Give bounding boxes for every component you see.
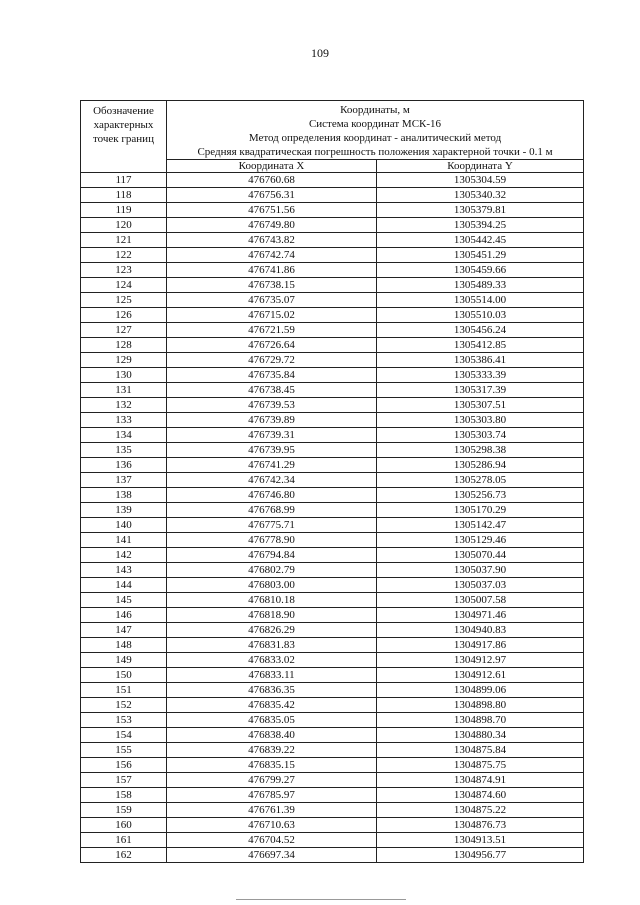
table-row — [81, 608, 584, 623]
table-row — [81, 788, 584, 803]
coordinate-y-cell: 1304875.22 — [377, 803, 584, 818]
coordinate-x-cell: 476710.63 — [167, 818, 377, 833]
coordinate-y-cell: 1304899.06 — [377, 683, 584, 698]
point-number-cell: 117 — [81, 173, 167, 188]
table-row — [81, 638, 584, 653]
coordinate-y-cell: 1305340.32 — [377, 188, 584, 203]
point-number-cell: 160 — [81, 818, 167, 833]
coordinate-x-cell: 476833.11 — [167, 668, 377, 683]
coordinate-y-cell: 1305304.59 — [377, 173, 584, 188]
table-row — [81, 743, 584, 758]
coordinate-x-cell: 476742.74 — [167, 248, 377, 263]
point-number-cell: 131 — [81, 383, 167, 398]
coordinate-y-cell: 1304898.80 — [377, 698, 584, 713]
point-number-cell: 128 — [81, 338, 167, 353]
coordinate-x-cell: 476778.90 — [167, 533, 377, 548]
coordinate-y-cell: 1305456.24 — [377, 323, 584, 338]
coordinate-x-cell: 476835.15 — [167, 758, 377, 773]
point-number-cell: 134 — [81, 428, 167, 443]
table-row — [81, 323, 584, 338]
table-row — [81, 278, 584, 293]
point-number-cell: 129 — [81, 353, 167, 368]
coordinates-table — [80, 100, 584, 863]
coordinate-x-cell: 476785.97 — [167, 788, 377, 803]
coordinate-x-cell: 476704.52 — [167, 833, 377, 848]
table-row — [81, 173, 584, 188]
table-body — [81, 173, 584, 863]
coordinate-y-cell: 1305303.80 — [377, 413, 584, 428]
coordinate-x-cell: 476742.34 — [167, 473, 377, 488]
coordinate-y-cell: 1304874.60 — [377, 788, 584, 803]
table-row — [81, 578, 584, 593]
coordinate-y-cell: 1304912.97 — [377, 653, 584, 668]
point-number-cell: 126 — [81, 308, 167, 323]
table-row — [81, 848, 584, 863]
point-number-cell: 145 — [81, 593, 167, 608]
point-number-cell: 135 — [81, 443, 167, 458]
point-number-cell: 146 — [81, 608, 167, 623]
coordinate-y-cell: 1305307.51 — [377, 398, 584, 413]
coordinate-system: Система координат МСК-16 — [308, 118, 442, 130]
coordinate-y-cell: 1305298.38 — [377, 443, 584, 458]
coordinate-y-cell: 1304917.86 — [377, 638, 584, 653]
coordinate-x-cell: 476768.99 — [167, 503, 377, 518]
coordinate-x-cell: 476739.53 — [167, 398, 377, 413]
coordinate-y-cell: 1305037.90 — [377, 563, 584, 578]
point-number-cell: 147 — [81, 623, 167, 638]
coordinate-x-cell: 476741.86 — [167, 263, 377, 278]
point-number-cell: 161 — [81, 833, 167, 848]
coordinate-x-cell: 476738.15 — [167, 278, 377, 293]
point-number-cell: 156 — [81, 758, 167, 773]
coordinate-y-cell: 1305037.03 — [377, 578, 584, 593]
table-row — [81, 308, 584, 323]
point-number-cell: 124 — [81, 278, 167, 293]
coordinate-x-cell: 476735.07 — [167, 293, 377, 308]
point-number-cell: 157 — [81, 773, 167, 788]
coordinate-y-cell: 1304913.51 — [377, 833, 584, 848]
point-header-line-2: характерных — [93, 119, 154, 131]
coordinate-y-cell: 1305451.29 — [377, 248, 584, 263]
coordinate-x-cell: 476833.02 — [167, 653, 377, 668]
coordinate-x-cell: 476738.45 — [167, 383, 377, 398]
coordinate-y-cell: 1305386.41 — [377, 353, 584, 368]
coordinate-x-cell: 476739.95 — [167, 443, 377, 458]
point-number-cell: 132 — [81, 398, 167, 413]
coordinate-x-cell: 476756.31 — [167, 188, 377, 203]
point-number-cell: 143 — [81, 563, 167, 578]
coordinate-x-cell: 476739.31 — [167, 428, 377, 443]
point-number-cell: 140 — [81, 518, 167, 533]
table-row — [81, 773, 584, 788]
point-header-line-3: точек границ — [93, 133, 154, 145]
table-row — [81, 818, 584, 833]
coordinate-x-cell: 476803.00 — [167, 578, 377, 593]
coordinate-x-cell: 476749.80 — [167, 218, 377, 233]
coordinate-x-cell: 476831.83 — [167, 638, 377, 653]
coordinate-method: Метод определения координат - аналитический метод — [248, 132, 502, 144]
coordinate-x-cell: 476839.22 — [167, 743, 377, 758]
table-row — [81, 593, 584, 608]
table-row — [81, 188, 584, 203]
point-number-cell: 138 — [81, 488, 167, 503]
table-row — [81, 293, 584, 308]
coordinate-x-cell: 476715.02 — [167, 308, 377, 323]
point-number-cell: 148 — [81, 638, 167, 653]
coordinate-y-cell: 1305333.39 — [377, 368, 584, 383]
coordinate-y-cell: 1305129.46 — [377, 533, 584, 548]
coordinate-x-cell: 476751.56 — [167, 203, 377, 218]
table-row — [81, 803, 584, 818]
coordinate-x-cell: 476835.42 — [167, 698, 377, 713]
point-number-cell: 125 — [81, 293, 167, 308]
point-designation-header — [81, 101, 167, 173]
point-number-cell: 123 — [81, 263, 167, 278]
coordinate-x-cell: 476799.27 — [167, 773, 377, 788]
point-number-cell: 149 — [81, 653, 167, 668]
column-header-y: Координата Y — [377, 160, 584, 173]
point-number-cell: 144 — [81, 578, 167, 593]
bottom-divider — [236, 899, 406, 900]
coordinate-x-cell: 476836.35 — [167, 683, 377, 698]
coordinate-y-cell: 1305007.58 — [377, 593, 584, 608]
coordinate-y-cell: 1304912.61 — [377, 668, 584, 683]
point-number-cell: 150 — [81, 668, 167, 683]
coordinate-y-cell: 1305256.73 — [377, 488, 584, 503]
table-row — [81, 428, 584, 443]
point-number-cell: 159 — [81, 803, 167, 818]
coordinate-x-cell: 476775.71 — [167, 518, 377, 533]
point-number-cell: 136 — [81, 458, 167, 473]
point-number-cell: 151 — [81, 683, 167, 698]
coordinate-y-cell: 1304875.84 — [377, 743, 584, 758]
table-row — [81, 668, 584, 683]
point-number-cell: 162 — [81, 848, 167, 863]
coordinate-y-cell: 1305286.94 — [377, 458, 584, 473]
table-row — [81, 548, 584, 563]
coordinate-x-cell: 476794.84 — [167, 548, 377, 563]
coordinates-title: Координаты, м — [340, 104, 410, 116]
table-row — [81, 758, 584, 773]
table-row — [81, 698, 584, 713]
coordinate-y-cell: 1305142.47 — [377, 518, 584, 533]
coordinate-y-cell: 1305489.33 — [377, 278, 584, 293]
coordinate-x-cell: 476761.39 — [167, 803, 377, 818]
coordinate-y-cell: 1305303.74 — [377, 428, 584, 443]
point-number-cell: 120 — [81, 218, 167, 233]
column-header-x: Координата X — [167, 160, 377, 173]
table-row — [81, 338, 584, 353]
table-row — [81, 263, 584, 278]
coordinate-y-cell: 1305442.45 — [377, 233, 584, 248]
coordinate-y-cell: 1305412.85 — [377, 338, 584, 353]
coordinate-y-cell: 1304876.73 — [377, 818, 584, 833]
table-row — [81, 623, 584, 638]
table-row — [81, 563, 584, 578]
point-number-cell: 158 — [81, 788, 167, 803]
coordinate-y-cell: 1305394.25 — [377, 218, 584, 233]
table-row — [81, 503, 584, 518]
coordinate-x-cell: 476735.84 — [167, 368, 377, 383]
coordinate-x-cell: 476826.29 — [167, 623, 377, 638]
point-header-line-1: Обозначение — [93, 105, 154, 117]
coordinate-accuracy: Средняя квадратическая погрешность положения характерной точки - 0.1 м — [197, 146, 553, 158]
coordinate-x-cell: 476743.82 — [167, 233, 377, 248]
coordinate-y-cell: 1305510.03 — [377, 308, 584, 323]
coordinate-x-cell: 476741.29 — [167, 458, 377, 473]
point-number-cell: 133 — [81, 413, 167, 428]
table-row — [81, 833, 584, 848]
coordinate-y-cell: 1304971.46 — [377, 608, 584, 623]
coordinate-x-cell: 476838.40 — [167, 728, 377, 743]
coordinate-x-cell: 476760.68 — [167, 173, 377, 188]
point-number-cell: 141 — [81, 533, 167, 548]
table-row — [81, 458, 584, 473]
table-row — [81, 713, 584, 728]
point-number-cell: 119 — [81, 203, 167, 218]
table-row — [81, 248, 584, 263]
table-row — [81, 353, 584, 368]
coordinate-y-cell: 1304940.83 — [377, 623, 584, 638]
coordinate-y-cell: 1305070.44 — [377, 548, 584, 563]
table-row — [81, 443, 584, 458]
coordinate-y-cell: 1304880.34 — [377, 728, 584, 743]
point-number-cell: 139 — [81, 503, 167, 518]
coordinate-y-cell: 1304874.91 — [377, 773, 584, 788]
coordinate-y-cell: 1305317.39 — [377, 383, 584, 398]
coordinate-y-cell: 1304898.70 — [377, 713, 584, 728]
coordinate-y-cell: 1304956.77 — [377, 848, 584, 863]
point-number-cell: 142 — [81, 548, 167, 563]
coordinate-x-cell: 476726.64 — [167, 338, 377, 353]
point-number-cell: 154 — [81, 728, 167, 743]
table-row — [81, 218, 584, 233]
coordinate-x-cell: 476697.34 — [167, 848, 377, 863]
point-number-cell: 127 — [81, 323, 167, 338]
coordinate-x-cell: 476721.59 — [167, 323, 377, 338]
coordinate-x-cell: 476746.80 — [167, 488, 377, 503]
coordinate-y-cell: 1305278.05 — [377, 473, 584, 488]
coordinate-y-cell: 1304875.75 — [377, 758, 584, 773]
table-row — [81, 203, 584, 218]
table-row — [81, 473, 584, 488]
coordinate-y-cell: 1305170.29 — [377, 503, 584, 518]
coordinate-x-cell: 476802.79 — [167, 563, 377, 578]
table-row — [81, 383, 584, 398]
coordinate-x-cell: 476810.18 — [167, 593, 377, 608]
point-number-cell: 122 — [81, 248, 167, 263]
coordinate-x-cell: 476818.90 — [167, 608, 377, 623]
coordinate-y-cell: 1305379.81 — [377, 203, 584, 218]
table-row — [81, 728, 584, 743]
page-number: 109 — [311, 46, 329, 60]
table-row — [81, 683, 584, 698]
table-row — [81, 233, 584, 248]
coordinates-header — [167, 101, 584, 160]
coordinate-y-cell: 1305459.66 — [377, 263, 584, 278]
coordinate-y-cell: 1305514.00 — [377, 293, 584, 308]
point-number-cell: 121 — [81, 233, 167, 248]
point-number-cell: 130 — [81, 368, 167, 383]
table-row — [81, 488, 584, 503]
table-row — [81, 653, 584, 668]
table-row — [81, 413, 584, 428]
point-number-cell: 155 — [81, 743, 167, 758]
table-row — [81, 368, 584, 383]
point-number-cell: 152 — [81, 698, 167, 713]
point-number-cell: 137 — [81, 473, 167, 488]
table-row — [81, 518, 584, 533]
table-row — [81, 398, 584, 413]
table-row — [81, 533, 584, 548]
point-number-cell: 153 — [81, 713, 167, 728]
coordinate-x-cell: 476835.05 — [167, 713, 377, 728]
coordinate-x-cell: 476739.89 — [167, 413, 377, 428]
point-number-cell: 118 — [81, 188, 167, 203]
coordinate-x-cell: 476729.72 — [167, 353, 377, 368]
